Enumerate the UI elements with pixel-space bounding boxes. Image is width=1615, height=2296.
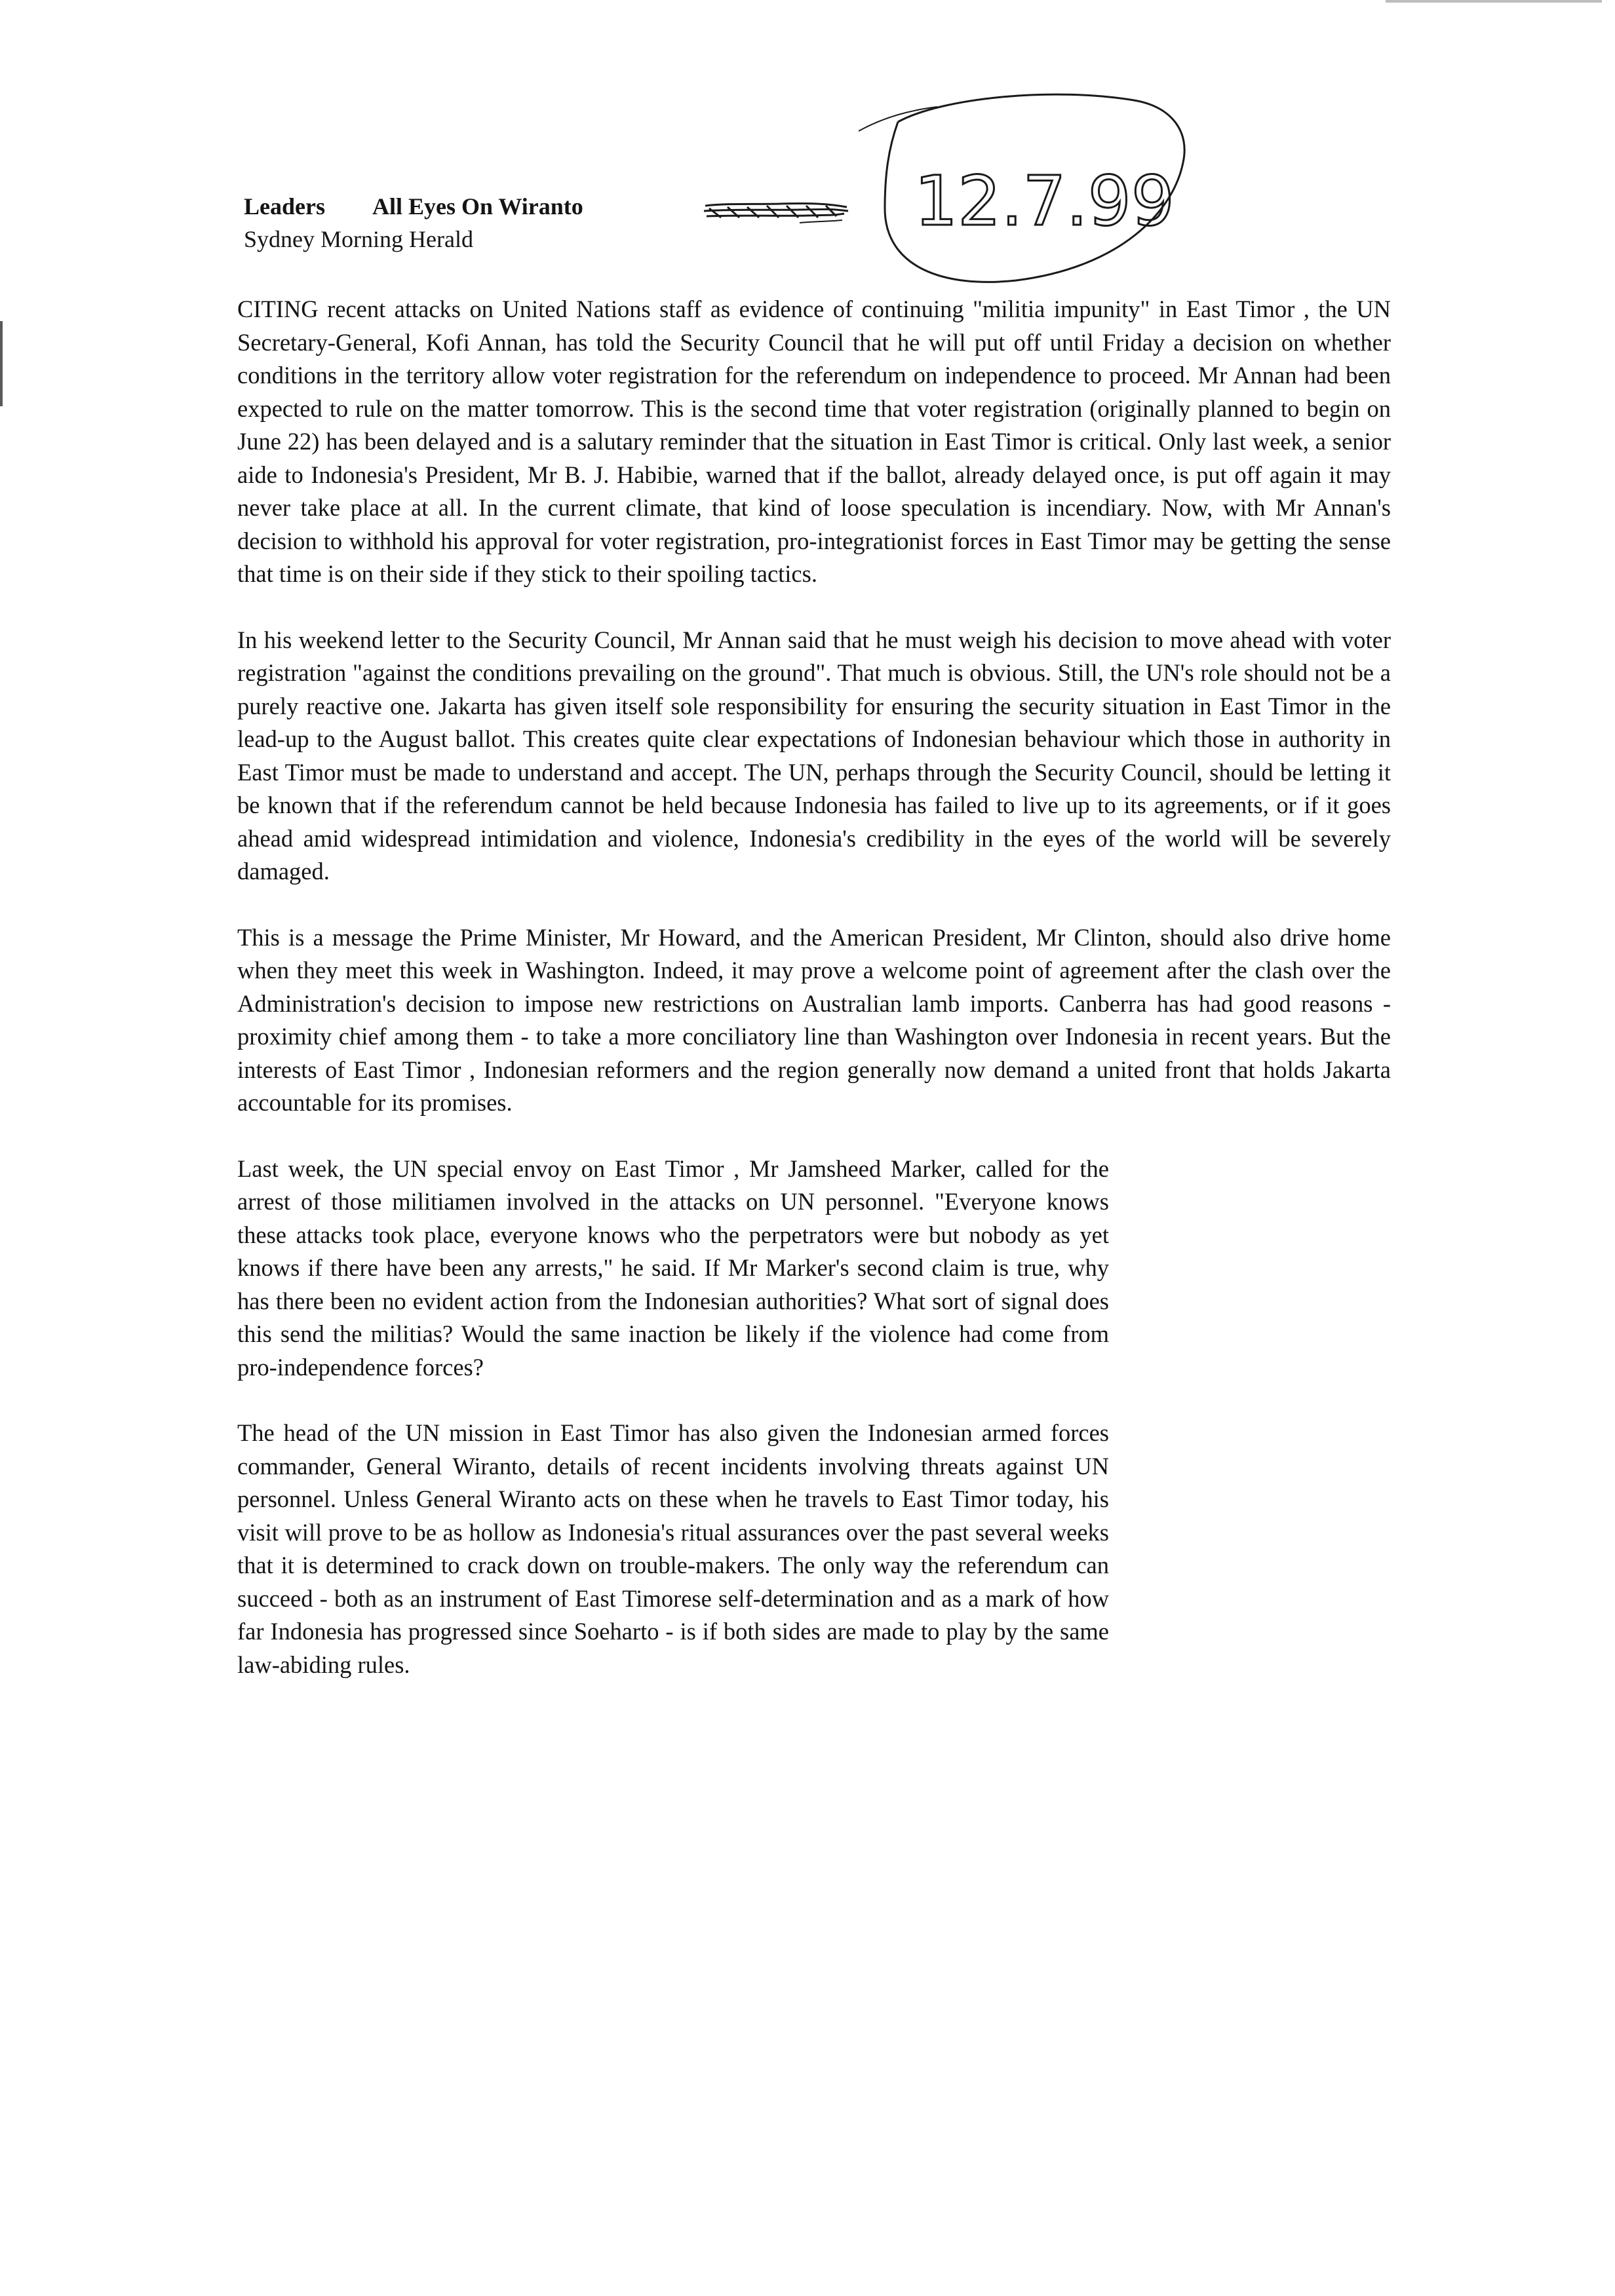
paragraph-3: This is a message the Prime Minister, Mr Howard, and the American President, Mr Clinton, should also drive home when they meet this week in Washington. Indeed, it may prove a welcome point of agreement after the clash over the Administration's decision to impose new restrictions on Australian lamb imports. Canberra has had good reasons - proximity chief among them - to take a more conciliatory line than Washington over Indonesia in recent years. But the interests of East Timor , Indonesian reformers and the region generally now demand a united front that holds Jakarta accountable for its promises. xyxy=(237,923,1391,1116)
section-label: Leaders xyxy=(244,193,325,220)
title-line xyxy=(244,190,583,223)
paragraph-2: In his weekend letter to the Security Council, Mr Annan said that he must weigh his decision to move ahead with voter registration "against the conditions prevailing on the ground". That much is obvious. Still, the UN's role should not be a purely reactive one. Jakarta has given itself sole responsibility for ensuring the security situation in East Timor in the lead-up to the August ballot. This creates quite clear expectations of Indonesian behaviour which those in authority in East Timor must be made to understand and accept. The UN, perhaps through the Security Council, should be letting it be known that if the referendum cannot be held because Indonesia has failed to live up to its agreements, or if it goes ahead amid widespread intimidation and violence, Indonesia's credibility in the eyes of the world will be severely damaged. xyxy=(237,626,1391,885)
article-title: All Eyes On Wiranto xyxy=(372,193,583,220)
paragraph-1: CITING recent attacks on United Nations staff as evidence of continuing "militia impunity" in East Timor , the UN Secretary-General, Kofi Annan, has told the Security Council that he will put off until Friday a decision on whether conditions in the territory allow voter registration for the referendum on independence to proceed. Mr Annan had been expected to rule on the matter tomorrow. This is the second time that voter registration (originally planned to begin on June 22) has been delayed and is a salutary reminder that the situation in East Timor is critical. Only last week, a senior aide to Indonesia's President, Mr B. J. Habibie, warned that if the ballot, already delayed once, is put off again it may never take place at all. In the current climate, that kind of loose speculation is incendiary. Now, with Mr Annan's decision to withhold his approval for voter registration, pro-integrationist forces in East Timor may be getting the sense that time is on their side if they stick to their spoiling tactics. xyxy=(237,296,1391,587)
struck-out-date-mark xyxy=(701,198,849,224)
paragraph-4: Last week, the UN special envoy on East Timor , Mr Jamsheed Marker, called for the arrest of those militiamen involved in the attacks on UN personnel. "Everyone knows these attacks took place, everyone knows who the perpetrators were but nobody as yet knows if there have been any arrests," he said. If Mr Marker's second claim is true, why has there been no evident action from the Indonesian authorities? What sort of signal does this send the militias? Would the same inaction be likely if the violence had come from pro-independence forces? xyxy=(237,1155,1109,1381)
handwritten-date-annotation xyxy=(859,77,1199,294)
scan-edge-mark xyxy=(1386,0,1602,3)
paragraph-5: The head of the UN mission in East Timor has also given the Indonesian armed forces commander, General Wiranto, details of recent incidents involving threats against UN personnel. Unless General Wiranto acts on these when he travels to East Timor today, his visit will prove to be as hollow as Indonesia's ritual assurances over the past several weeks that it is determined to crack down on trouble-makers. The only way the referendum can succeed - both as an instrument of East Timorese self-determination and as a mark of how far Indonesia has progressed since Soeharto - is if both sides are made to play by the same law-abiding rules. xyxy=(237,1419,1109,1678)
article-header xyxy=(244,190,583,256)
scan-margin-mark xyxy=(0,321,3,406)
publication-source: Sydney Morning Herald xyxy=(244,226,473,252)
article-body xyxy=(237,293,1391,1714)
handwritten-date-text: 12.7.99 xyxy=(914,161,1175,241)
